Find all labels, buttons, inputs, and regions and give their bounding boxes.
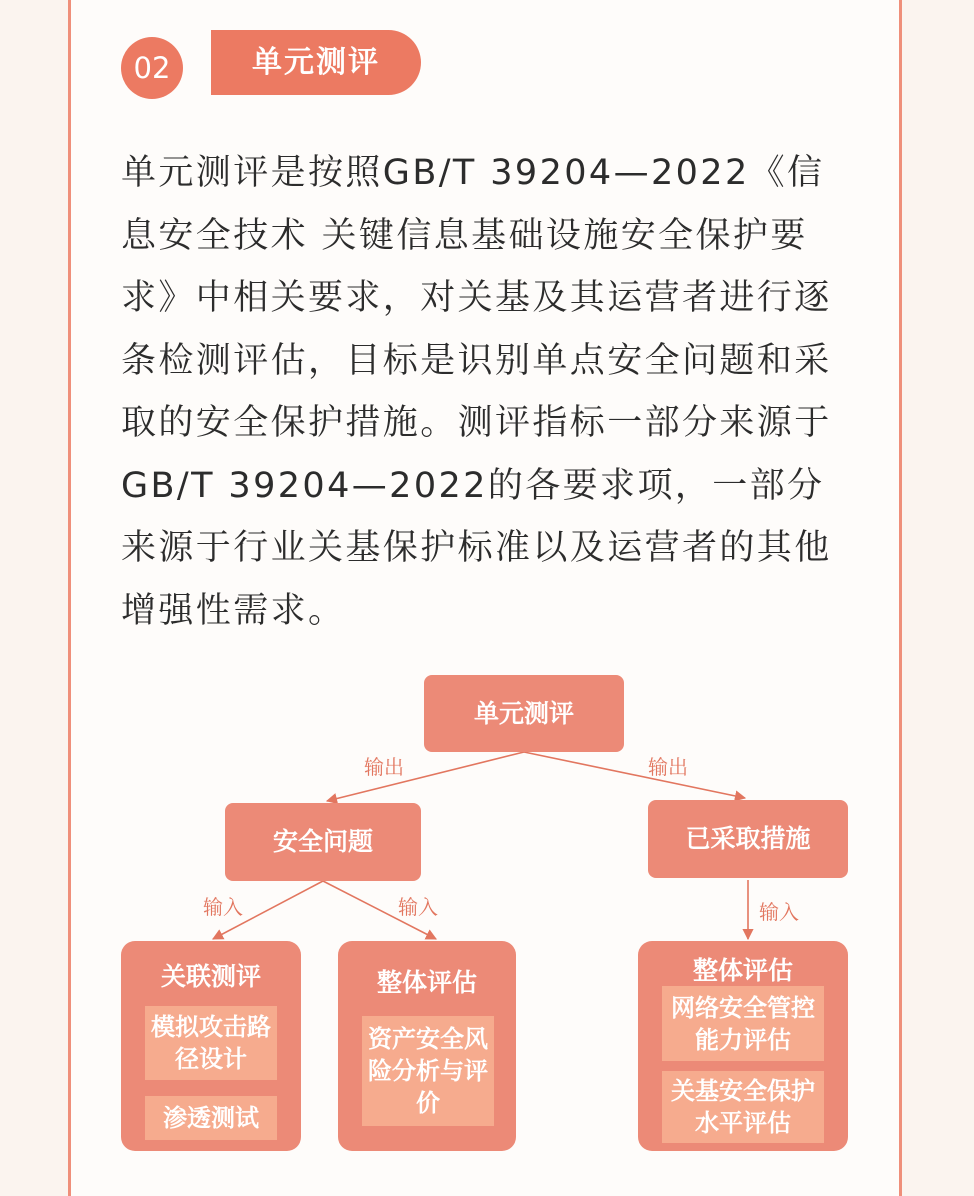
section-title: 单元测评: [211, 30, 421, 95]
body-paragraph: 单元测评是按照GB/T 39204—2022《信息安全技术 关键信息基础设施安全保护要求》中相关要求，对关基及其运营者进行逐条检测评估，目标是识别单点安全问题和采取的安全保护措施。测评指标一部分来源于GB/T 39204—2022的各要求项，一部分来源于行业关基保护标准以及运营者的其他增强性需求。: [121, 153, 832, 631]
node-security-issues: 安全问题: [225, 803, 421, 881]
section-number-badge: 02: [121, 37, 183, 99]
arrow-root-to-left: [327, 752, 524, 801]
group-title: 整体评估: [376, 968, 477, 997]
group-item: 关基安全保护水平评估: [662, 1071, 824, 1143]
edge-label-output-right: 输出: [648, 755, 688, 779]
group-item: 渗透测试: [145, 1096, 277, 1140]
arrow-root-to-right: [524, 752, 745, 798]
node-unit-evaluation: 单元测评: [424, 675, 624, 752]
group-item: 模拟攻击路径设计: [145, 1006, 277, 1080]
node-measures-taken: 已采取措施: [648, 800, 848, 878]
edge-label-input-1: 输入: [203, 895, 243, 919]
group-title: 关联测评: [160, 962, 261, 991]
group-correlation-evaluation: [121, 941, 301, 1151]
group-overall-assessment-right: [638, 941, 848, 1151]
group-item: 网络安全管控能力评估: [662, 986, 824, 1061]
edge-label-output-left: 输出: [364, 755, 404, 779]
edge-label-input-3: 输入: [759, 900, 799, 924]
group-item: 资产安全风险分析与评价: [362, 1016, 494, 1126]
group-overall-assessment-left: [338, 941, 516, 1151]
group-title: 整体评估: [692, 956, 793, 985]
edge-label-input-2: 输入: [398, 895, 438, 919]
